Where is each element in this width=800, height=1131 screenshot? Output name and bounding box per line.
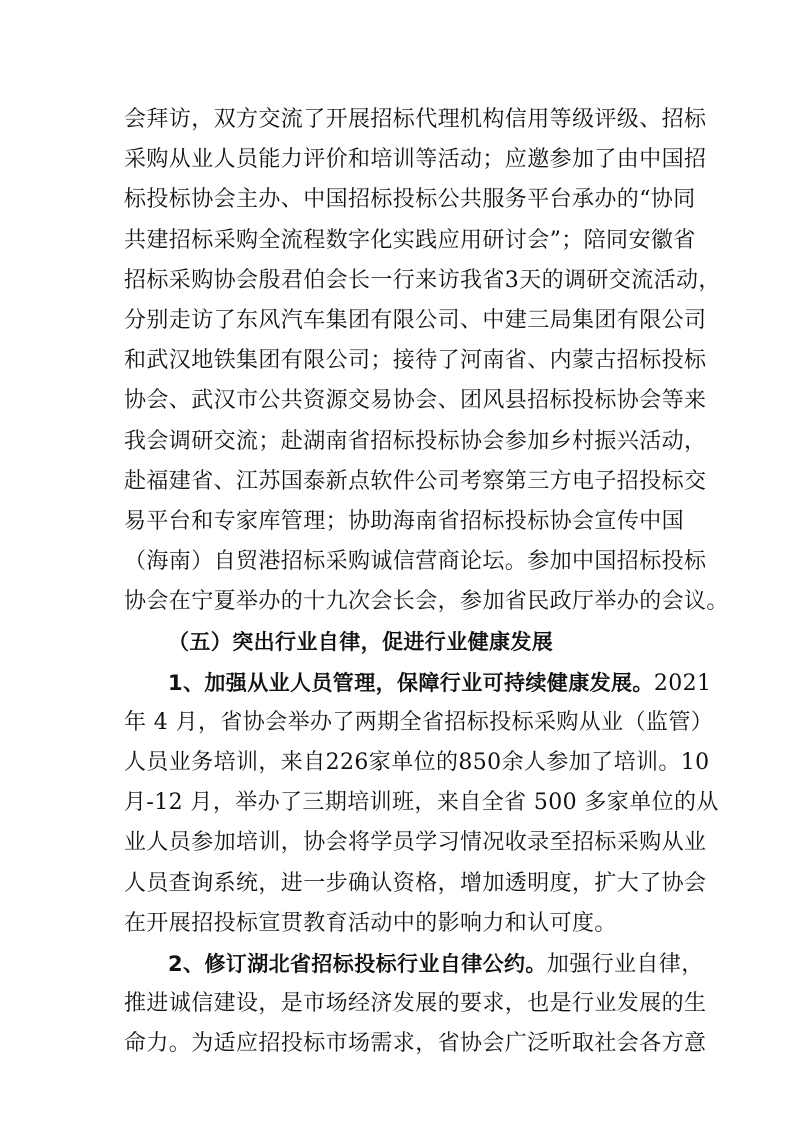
body-line: 赴福建省、江苏国泰新点软件公司考察第三方电子招投标交 <box>124 468 707 494</box>
body-line: 命力。为适应招投标市场需求，省协会广泛听取社会各方意 <box>124 1031 707 1057</box>
item2-first-line <box>124 944 704 984</box>
body-line: 采购从业人员能力评价和培训等活动；应邀参加了由中国招 <box>124 147 707 173</box>
body-line: 易平台和专家库管理；协助海南省招标投标协会宣传中国 <box>124 508 685 534</box>
body-line: 招标采购协会殷君伯会长一行来访我省3天的调研交流活动， <box>124 267 721 293</box>
body-line: 共建招标采购全流程数字化实践应用研讨会”；陪同安徽省 <box>124 227 696 253</box>
item1-bold-title: 1、加强从业人员管理，保障行业可持续健康发展。 <box>168 670 654 695</box>
body-line: 人员查询系统，进一步确认资格，增加透明度，扩大了协会 <box>124 870 707 896</box>
body-line: 协会在宁夏举办的十九次会长会，参加省民政厅举办的会议。 <box>124 589 729 615</box>
body-line: 业人员参加培训，协会将学员学习情况收录至招标采购从业 <box>124 830 707 856</box>
body-line: 在开展招投标宣贯教育活动中的影响力和认可度。 <box>124 910 617 936</box>
document-body <box>124 100 729 1065</box>
body-line: （海南）自贸港招标采购诚信营商论坛。参加中国招标投标 <box>124 549 707 575</box>
section-heading: （五）突出行业自律，促进行业健康发展 <box>168 630 554 655</box>
body-line: 协会、武汉市公共资源交易协会、团风县招标投标协会等来 <box>124 388 707 414</box>
body-line: 年 4 月，省协会举办了两期全省招标投标采购从业（监管） <box>124 709 714 735</box>
body-line: 标投标协会主办、中国招标投标公共服务平台承办的“协同 <box>124 187 696 213</box>
body-line: 月-12 月，举办了三期培训班，来自全省 500 多家单位的从 <box>124 790 719 816</box>
item1-first-line <box>124 663 712 703</box>
body-line: 分别走访了东风汽车集团有限公司、中建三局集团有限公司 <box>124 307 707 333</box>
item1-first-line-rest: 2021 <box>653 670 712 696</box>
body-line: 人员业务培训，来自226家单位的850余人参加了培训。10 <box>124 750 710 775</box>
body-line: 推进诚信建设，是市场经济发展的要求，也是行业发展的生 <box>124 991 707 1017</box>
body-line: 我会调研交流；赴湖南省招标投标协会参加乡村振兴活动， <box>124 428 707 454</box>
body-line: 会拜访，双方交流了开展招标代理机构信用等级评级、招标 <box>124 107 707 132</box>
item2-first-line-rest: 加强行业自律， <box>546 951 704 977</box>
item2-bold-title: 2、修订湖北省招标投标行业自律公约。 <box>168 951 547 976</box>
body-line: 和武汉地铁集团有限公司；接待了河南省、内蒙古招标投标 <box>124 348 707 374</box>
